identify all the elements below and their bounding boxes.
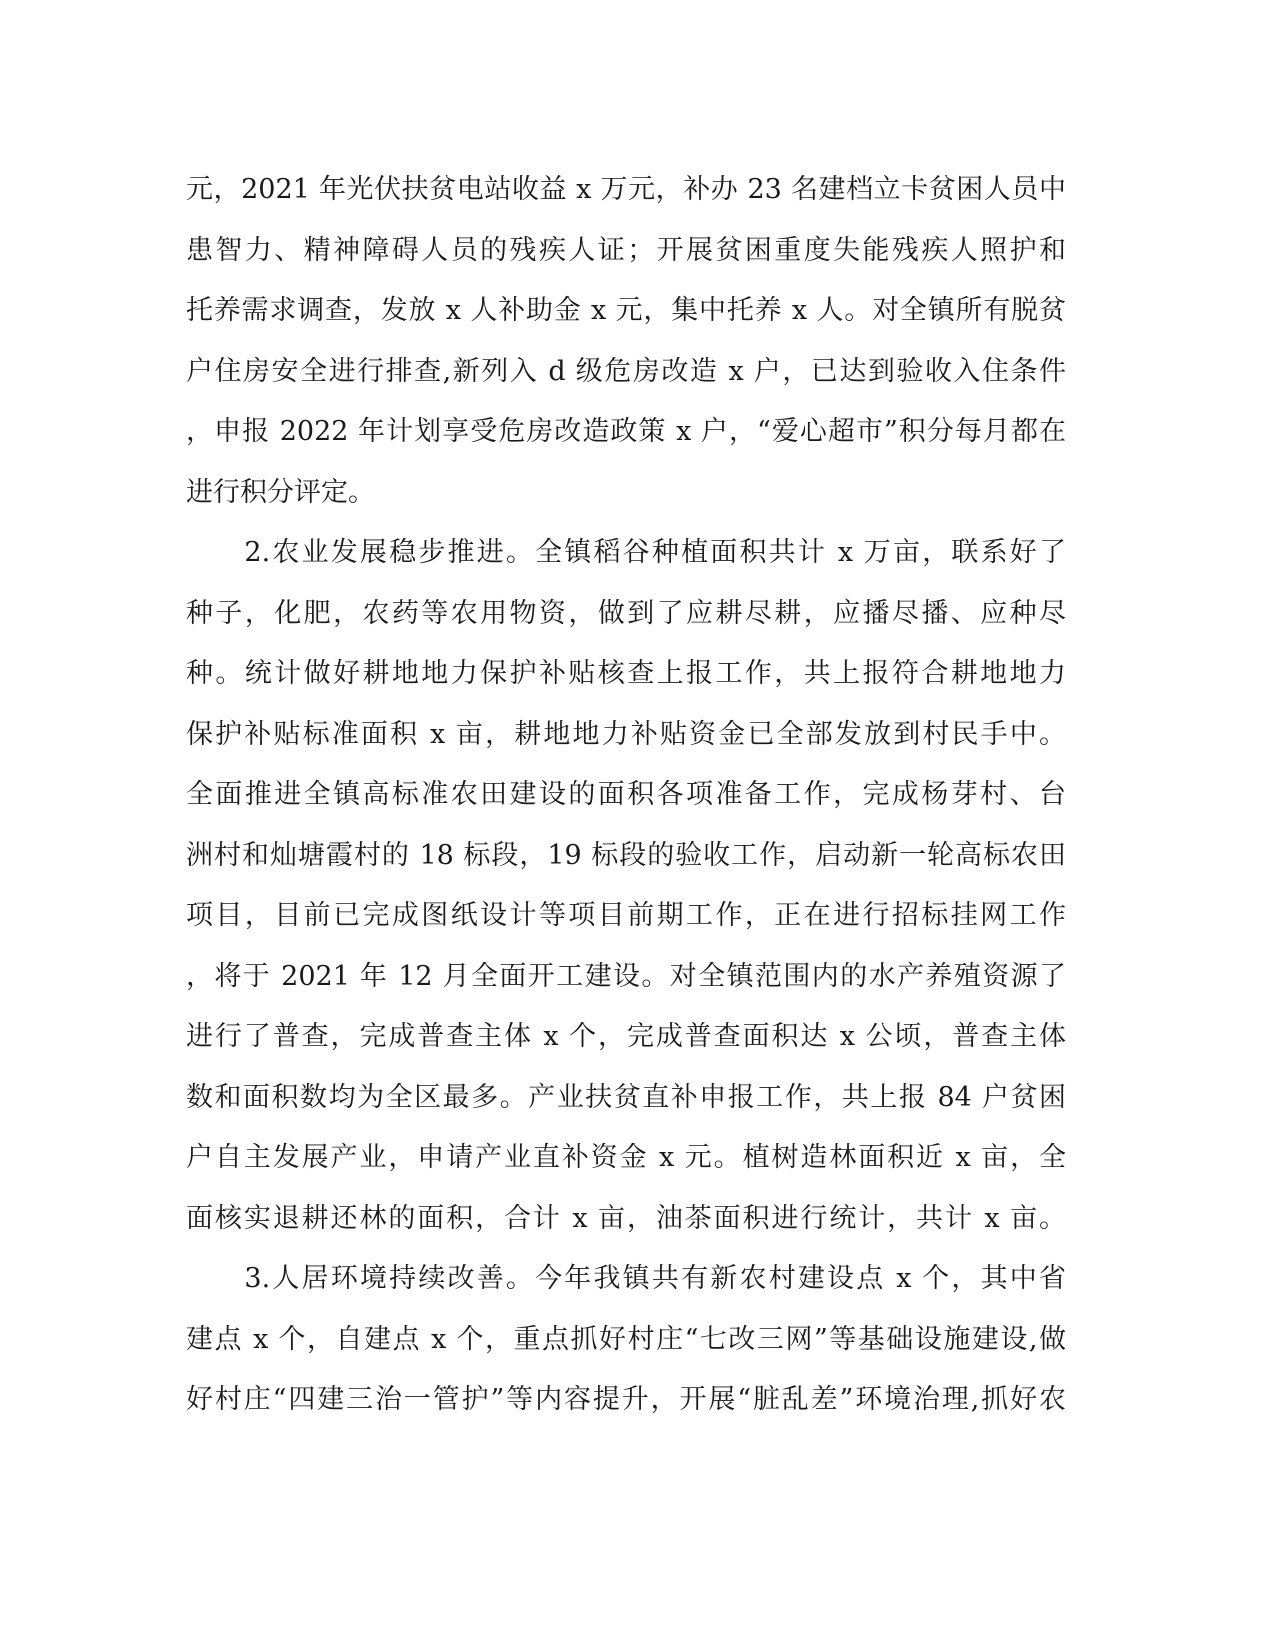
- text-line: 洲村和灿塘霞村的 18 标段，19 标段的验收工作，启动新一轮高标农田: [186, 839, 1066, 871]
- text-line: 项目，目前已完成图纸设计等项目前期工作，正在进行招标挂网工作: [186, 900, 1066, 931]
- text-line: 建点 x 个，自建点 x 个，重点抓好村庄“七改三网”等基础设施建设,做: [186, 1323, 1066, 1355]
- text-line: 户自主发展产业，申请产业直补资金 x 元。植树造林面积近 x 亩，全: [186, 1142, 1066, 1173]
- text-line: 全面推进全镇高标准农田建设的面积各项准备工作，完成杨芽村、台: [186, 779, 1066, 810]
- body-text: [186, 160, 1066, 1431]
- text-line: ，申报 2022 年计划享受危房改造政策 x 户，“爱心超市”积分每月都在: [186, 416, 1066, 447]
- text-line: 进行了普查，完成普查主体 x 个，完成普查面积达 x 公顷，普查主体: [186, 1021, 1066, 1052]
- text-line: 托养需求调查，发放 x 人补助金 x 元，集中托养 x 人。对全镇所有脱贫: [186, 295, 1066, 326]
- text-line: 2.农业发展稳步推进。全镇稻谷种植面积共计 x 万亩，联系好了: [186, 537, 1066, 568]
- text-line: 3.人居环境持续改善。今年我镇共有新农村建设点 x 个，其中省: [186, 1263, 1066, 1294]
- text-line: 患智力、精神障碍人员的残疾人证；开展贫困重度失能残疾人照护和: [186, 234, 1066, 266]
- text-line: 种子，化肥，农药等农用物资，做到了应耕尽耕，应播尽播、应种尽: [186, 597, 1066, 629]
- text-line: 元，2021 年光伏扶贫电站收益 x 万元，补办 23 名建档立卡贫困人员中: [186, 174, 1066, 205]
- text-line: 种。统计做好耕地地力保护补贴核查上报工作，共上报符合耕地地力: [186, 658, 1066, 689]
- text-line: ，将于 2021 年 12 月全面开工建设。对全镇范围内的水产养殖资源了: [186, 960, 1066, 992]
- text-line: 好村庄“四建三治一管护”等内容提升，开展“脏乱差”环境治理,抓好农: [186, 1384, 1066, 1415]
- text-line: 进行积分评定。: [186, 476, 375, 508]
- text-line: 数和面积数均为全区最多。产业扶贫直补申报工作，共上报 84 户贫困: [186, 1081, 1066, 1113]
- text-line: 户住房安全进行排查,新列入 d 级危房改造 x 户，已达到验收入住条件: [186, 355, 1066, 387]
- text-line: 保护补贴标准面积 x 亩，耕地地力补贴资金已全部发放到村民手中。: [186, 718, 1066, 750]
- text-line: 面核实退耕还林的面积，合计 x 亩，油茶面积进行统计，共计 x 亩。: [186, 1202, 1066, 1234]
